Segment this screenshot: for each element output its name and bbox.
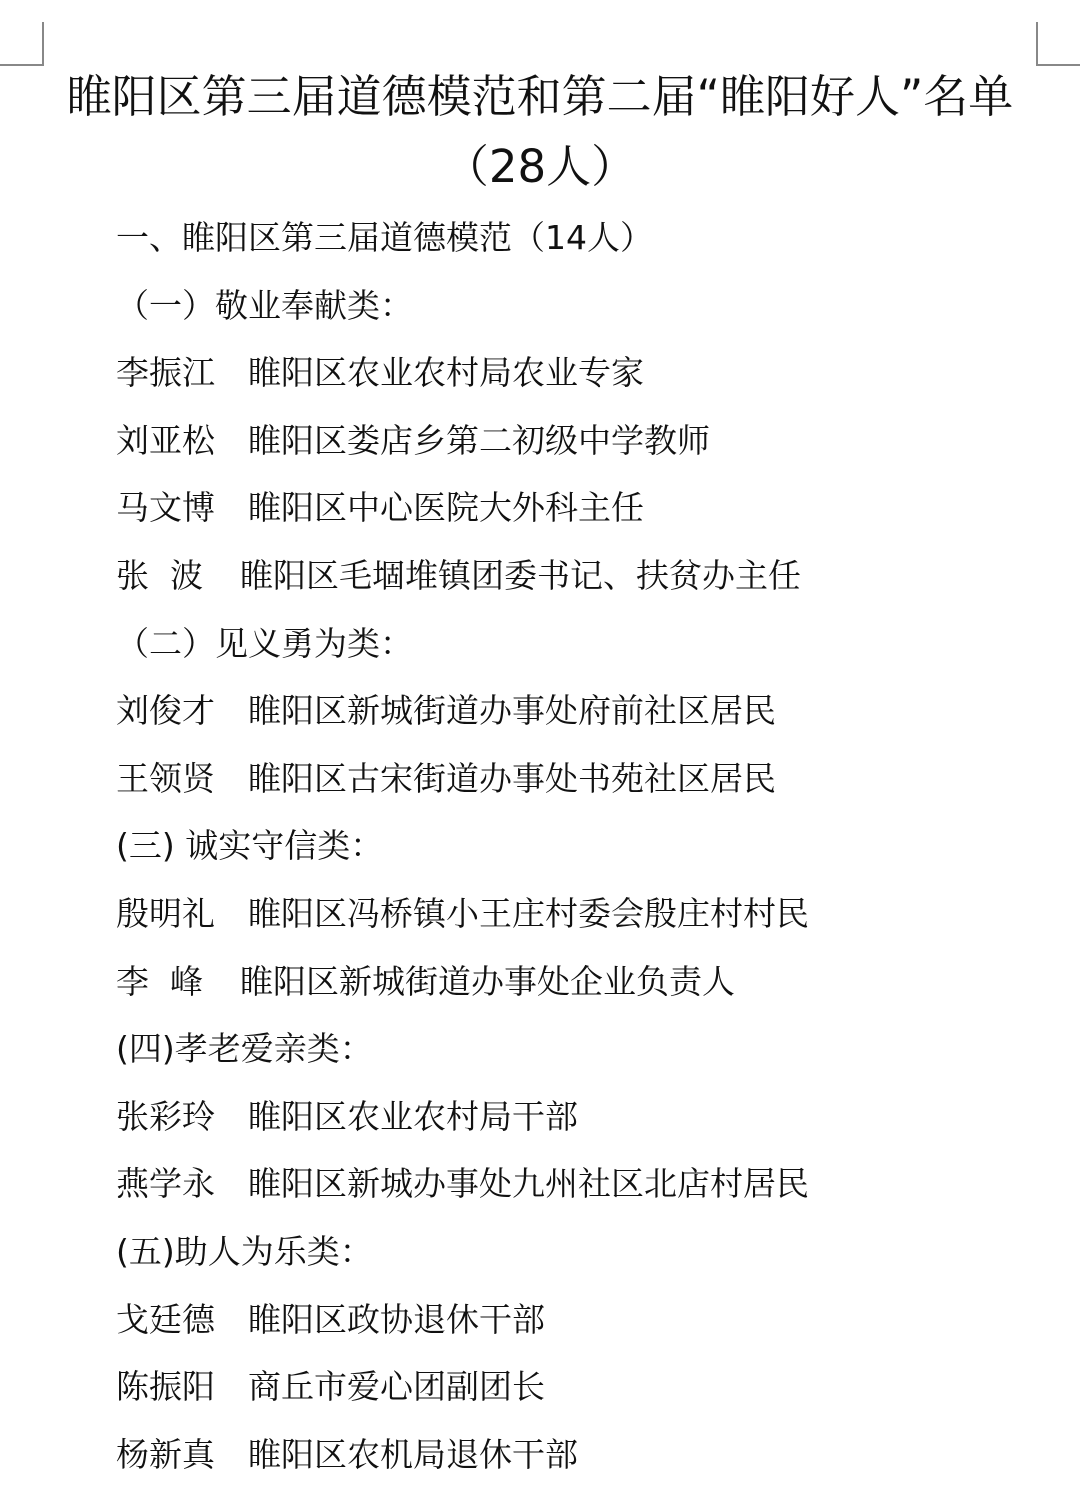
person-description: 睢阳区毛堌堆镇团委书记、扶贫办主任 <box>240 555 801 595</box>
person-description: 睢阳区农业农村局干部 <box>248 1096 578 1136</box>
person-name: 刘俊才 <box>116 691 215 731</box>
person-name: 王领贤 <box>116 758 215 798</box>
document-body <box>116 204 1046 1488</box>
person-name: 张彩玲 <box>116 1096 215 1136</box>
person-row <box>116 677 1046 745</box>
person-description: 睢阳区新城办事处九州社区北店村居民 <box>248 1164 809 1204</box>
person-description: 睢阳区娄店乡第二初级中学教师 <box>248 420 710 460</box>
person-row <box>116 542 1046 610</box>
person-name: 李振江 <box>116 353 215 393</box>
category-heading: （二）见义勇为类： <box>116 623 413 663</box>
document-title: 睢阳区第三届道德模范和第二届“睢阳好人”名单（28人） <box>66 70 1014 193</box>
person-row <box>116 407 1046 475</box>
person-description: 睢阳区冯桥镇小王庄村委会殷庄村村民 <box>248 893 809 933</box>
person-row <box>116 339 1046 407</box>
person-name: 杨新真 <box>116 1434 215 1474</box>
person-row <box>116 880 1046 948</box>
person-row <box>116 948 1046 1016</box>
person-name: 马文博 <box>116 488 215 528</box>
person-row <box>116 474 1046 542</box>
person-description: 睢阳区政协退休干部 <box>248 1299 545 1339</box>
person-name: 戈廷德 <box>116 1299 215 1339</box>
person-row <box>116 1150 1046 1218</box>
person-description: 睢阳区新城街道办事处府前社区居民 <box>248 691 776 731</box>
person-description: 商丘市爱心团副团长 <box>248 1367 545 1407</box>
category-heading: （一）敬业奉献类： <box>116 285 413 325</box>
person-name: 殷明礼 <box>116 893 215 933</box>
person-name: 李 峰 <box>116 961 203 1001</box>
category-heading: (四)孝老爱亲类： <box>116 1029 373 1069</box>
person-description: 睢阳区古宋街道办事处书苑社区居民 <box>248 758 776 798</box>
person-description: 睢阳区农业农村局农业专家 <box>248 353 644 393</box>
person-row <box>116 1353 1046 1421</box>
category-heading: (五)助人为乐类： <box>116 1231 373 1271</box>
crop-mark-top-left <box>0 22 44 66</box>
person-name: 刘亚松 <box>116 420 215 460</box>
person-row <box>116 745 1046 813</box>
person-name: 燕学永 <box>116 1164 215 1204</box>
person-description: 睢阳区中心医院大外科主任 <box>248 488 644 528</box>
person-name: 张 波 <box>116 555 203 595</box>
crop-mark-top-right <box>1036 22 1080 66</box>
person-name: 陈振阳 <box>116 1367 215 1407</box>
category-heading: (三) 诚实守信类： <box>116 826 384 866</box>
person-description: 睢阳区新城街道办事处企业负责人 <box>240 961 735 1001</box>
person-row <box>116 1421 1046 1488</box>
person-row <box>116 1083 1046 1151</box>
section-heading: 一、睢阳区第三届道德模范（14人） <box>116 218 653 257</box>
person-row <box>116 1286 1046 1354</box>
person-description: 睢阳区农机局退休干部 <box>248 1434 578 1474</box>
